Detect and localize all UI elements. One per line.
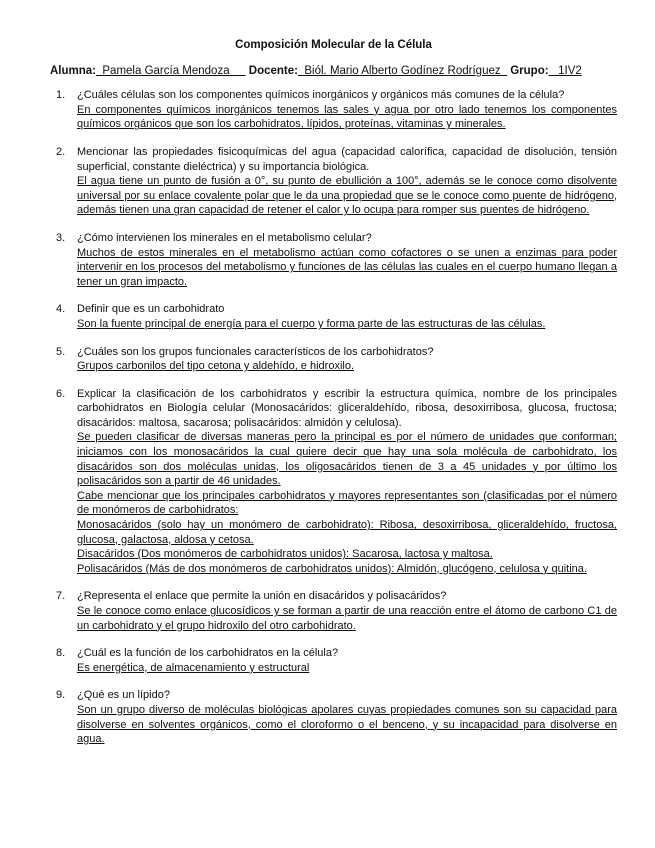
question-text: ¿Cuáles células son los componentes químicos inorgánicos y orgánicos más comunes de la célula?: [77, 89, 565, 102]
question-number: 1.: [56, 89, 66, 102]
question-text: ¿Qué es un lípido?: [77, 689, 170, 702]
answer-text: Cabe mencionar que los principales carbohidratos y mayores representantes son (clasificadas por el número de monómeros de carbohidratos:: [77, 489, 617, 517]
question-item: [50, 302, 617, 331]
question-item: [50, 646, 617, 675]
answer-text: Muchos de estos minerales en el metabolismo actúan como cofactores o se unen a enzimas para poder intervenir en los procesos del metabolismo y funciones de las células las cuales en el cuerpo humano llegan a tener un gran impacto.: [77, 246, 617, 288]
question-number: 6.: [56, 387, 66, 400]
answer-text: Grupos carbonilos del tipo cetona y aldehído, e hidroxilo.: [77, 360, 355, 373]
question-number: 9.: [56, 689, 66, 702]
answer-text: Son la fuente principal de energía para el cuerpo y forma parte de las estructuras de las células.: [77, 317, 546, 330]
alumna-label: Alumna:: [50, 64, 96, 77]
grupo-value: 1IV2: [548, 64, 582, 77]
question-item: [50, 145, 617, 218]
answer-text: Se pueden clasificar de diversas maneras pero la principal es por el número de unidades que conforman; iniciamos con los monosacáridos la cual quiere decir que hay una sola molécula de carbohidrato, los disacáridos son dos moléculas unidas, los oligosacáridos tienen de 3 a 45 unidades y por último los polisacáridos son a partir de 46 unidades.: [77, 431, 617, 488]
answer-text: Disacáridos (Dos monómeros de carbohidratos unidos): Sacarosa, lactosa y maltosa.: [77, 548, 493, 561]
question-text: ¿Cuál es la función de los carbohidratos en la célula?: [77, 647, 339, 660]
question-item: [50, 387, 617, 577]
question-item: [50, 231, 617, 289]
grupo-label: Grupo:: [510, 64, 549, 77]
answer-text: En componentes químicos inorgánicos tenemos las sales y agua por otro lado tenemos los componentes químicos orgánicos que son los carbohidratos, lípidos, proteínas, vitaminas y minerales.: [77, 103, 617, 131]
answer-text: Se le conoce como enlace glucosídicos y se forman a partir de una reacción entre el átomo de carbono C1 de un carbohidrato y el grupo hidroxilo del otro carbohidrato.: [77, 605, 617, 632]
question-text: Mencionar las propiedades fisicoquímicas del agua (capacidad calorífica, capacidad de disolución, tensión superficial, constante dieléctrica) y su importancia biológica.: [77, 145, 617, 173]
answer-text: Es energética, de almacenamiento y estructural: [77, 661, 310, 674]
answer-text: Monosacáridos (solo hay un monómero de carbohidrato): Ribosa, desoxirribosa, gliceraldehído, fructosa, glucosa, galactosa, aldosa y cetosa.: [77, 519, 617, 546]
question-number: 4.: [56, 303, 66, 316]
document-title: Composición Molecular de la Célula: [235, 39, 432, 51]
question-text: Explicar la clasificación de los carbohidratos y escribir la estructura química, nombre de los principales carbohidratos en Biología celular (Monosacáridos: gliceraldehído, ribosa, desoxirribosa, glucosa, fructosa; disacáridos: maltosa, sacarosa; polisacáridos: almidón y celulosa).: [77, 387, 617, 429]
question-item: [50, 688, 617, 746]
question-number: 5.: [56, 345, 66, 358]
docente-value: Biól. Mario Alberto Godínez Rodríguez: [297, 64, 508, 77]
question-text: ¿Representa el enlace que permite la unión en disacáridos y polisacáridos?: [77, 590, 447, 603]
question-number: 8.: [56, 647, 66, 660]
answer-text: Polisacáridos (Más de dos monómeros de carbohidratos unidos): Almidón, glucógeno, celulosa y quitina.: [77, 562, 587, 575]
question-list: [50, 88, 617, 747]
question-item: [50, 88, 617, 132]
question-item: [50, 589, 617, 633]
header-info: [50, 64, 617, 79]
answer-text: El agua tiene un punto de fusión a 0°, su punto de ebullición a 100°, además se le conoce como disolvente universal por su enlace covalente polar que le da una propiedad que se le conoce como puente de hidrógeno, además tienen una gran capacidad de retener el calor y lo ocupa para romper sus puentes de hidrógeno.: [77, 175, 617, 217]
answer-text: Son un grupo diverso de moléculas biológicas apolares cuyas propiedades comunes son su capacidad para disolverse en solventes orgánicos, como el cloroformo o el benceno, y su incapacidad para disolverse en agua.: [77, 703, 617, 746]
question-text: ¿Cómo intervienen los minerales en el metabolismo celular?: [77, 231, 372, 244]
question-text: ¿Cuáles son los grupos funcionales característicos de los carbohidratos?: [77, 345, 434, 358]
docente-label: Docente:: [248, 64, 298, 77]
question-number: 2.: [56, 145, 66, 158]
alumna-value: Pamela García Mendoza: [96, 64, 246, 77]
question-item: [50, 345, 617, 374]
question-number: 7.: [56, 590, 66, 603]
question-text: Definir que es un carbohidrato: [77, 303, 225, 316]
question-number: 3.: [56, 231, 66, 244]
